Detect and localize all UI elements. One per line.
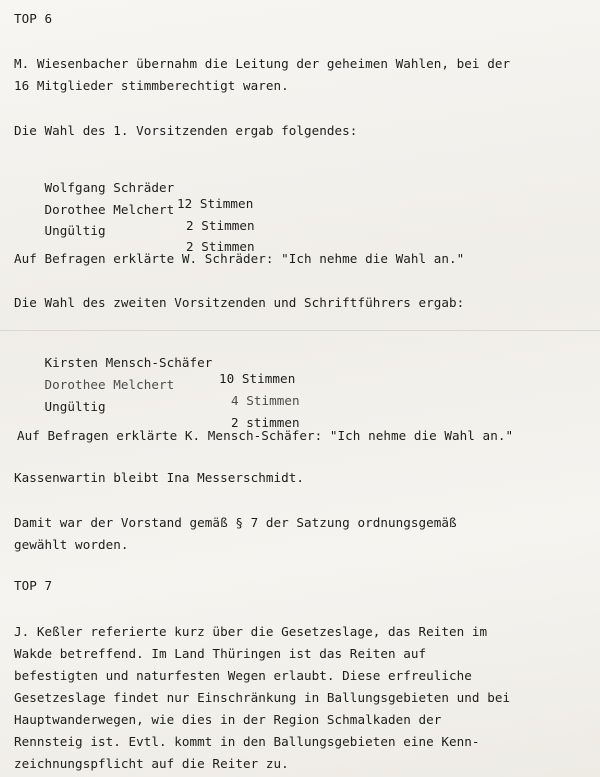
vote-count: 2 stimmen xyxy=(231,415,300,430)
paragraph-line: M. Wiesenbacher übernahm die Leitung der geheimen Wahlen, bei der xyxy=(14,56,511,71)
vote-count: 10 Stimmen xyxy=(219,371,296,386)
paragraph-line: J. Keßler referierte kurz über die Gesetzeslage, das Reiten im xyxy=(14,624,488,639)
paragraph-line: Auf Befragen erklärte K. Mensch-Schäfer: "Ich nehme die Wahl an." xyxy=(17,428,514,443)
vote-count: 12 Stimmen xyxy=(177,196,254,211)
paragraph-line: Wakde betreffend. Im Land Thüringen ist das Reiten auf xyxy=(14,646,427,661)
candidate-name: Ungültig xyxy=(44,223,106,238)
candidate-name: Dorothee Melchert xyxy=(44,202,175,217)
paragraph-line: Auf Befragen erklärte W. Schräder: "Ich nehme die Wahl an." xyxy=(14,251,465,266)
paragraph-line: Hauptwanderwegen, wie dies in der Region Schmalkaden der xyxy=(14,712,442,727)
candidate-name: Wolfgang Schräder xyxy=(44,180,175,195)
paragraph-line: Gesetzeslage findet nur Einschränkung in Ballungsgebieten und bei xyxy=(14,690,511,705)
candidate-name: Dorothee Melchert xyxy=(44,377,175,392)
paragraph-line: Rennsteig ist. Evtl. kommt in den Ballungsgebieten eine Kenn- xyxy=(14,734,480,749)
paragraph-line: zeichnungspflicht auf die Reiter zu. xyxy=(14,756,289,771)
paragraph-line: Kassenwartin bleibt Ina Messerschmidt. xyxy=(14,470,305,485)
vote-count: 2 Stimmen xyxy=(186,239,255,254)
vote-count: 2 Stimmen xyxy=(186,218,255,233)
candidate-name: Kirsten Mensch-Schäfer xyxy=(44,355,213,370)
paragraph-line: Die Wahl des 1. Vorsitzenden ergab folgendes: xyxy=(14,123,358,138)
paper-fold xyxy=(0,330,600,331)
paragraph-line: Damit war der Vorstand gemäß § 7 der Satzung ordnungsgemäß xyxy=(14,515,457,530)
paragraph-line: Die Wahl des zweiten Vorsitzenden und Schriftführers ergab: xyxy=(14,295,465,310)
top6-heading: TOP 6 xyxy=(14,11,53,26)
paragraph-line: befestigten und naturfesten Wegen erlaubt. Diese erfreuliche xyxy=(14,668,472,683)
vote-count: 4 Stimmen xyxy=(231,393,300,408)
paragraph-line: 16 Mitglieder stimmberechtigt waren. xyxy=(14,78,289,93)
candidate-name: Ungültig xyxy=(44,399,106,414)
paragraph-line: gewählt worden. xyxy=(14,537,129,552)
top7-heading: TOP 7 xyxy=(14,578,53,593)
